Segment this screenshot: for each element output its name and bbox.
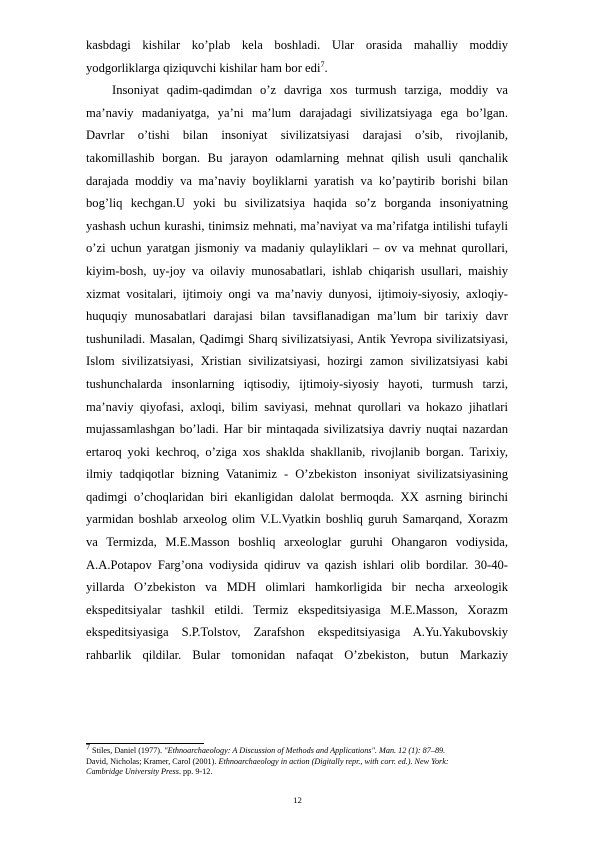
footnote-line [86, 742, 526, 757]
text-line: o’zi uchun yaratgan jismoniy va madaniy qulayliklari – ov va mehnat qurollari, [86, 241, 508, 256]
text-line: rahbarlik qildilar. Bular tomonidan nafaqat O’zbekiston, butun Markaziy [86, 648, 508, 663]
footnote-line [86, 767, 526, 778]
footnote-line [86, 757, 526, 768]
text-line: xizmat vositalari, ijtimoiy ongi va ma’naviy dunyosi, ijtimoiy-siyosiy, axloqiy- [86, 286, 508, 301]
text-line: ekspeditsiyalar tashkil etildi. Termiz ekspeditsiyasiga M.E.Masson, Xorazm [86, 602, 508, 617]
footnote-title: Ethnoarchaeology in action (Digitally repr., with corr. ed.). New York: [218, 756, 449, 766]
text-line: huquqiy munosabatlari darajasi bilan tavsiflanadigan ma’lum bir tarixiy davr [86, 309, 508, 324]
text-line: tushunchalarda insonlarning iqtisodiy, ijtimoiy-siyosiy hayoti, turmush tarzi, [86, 376, 508, 391]
text-line: ilmiy tadqiqotlar bizning Vatanimiz - O’zbekiston insoniyat sivilizatsiyasining [86, 467, 508, 482]
page-number: 12 [293, 795, 302, 805]
footnote-title: Cambridge University Press [86, 767, 179, 777]
footnote-title: "Ethnoarchaeology: A Discussion of Methods and Applications". Man. 12 (1): 87–89. [164, 746, 446, 755]
footnote-number: 7 [86, 742, 90, 752]
text-line: kiyim-bosh, uy-joy va oilaviy munosabatlari, ishlab chiqarish usullari, maishiy [86, 263, 508, 278]
text-line: ma’naviy madaniyatga, ya’ni ma’lum darajadagi sivilizatsiyaga ega bo’lgan. [86, 105, 508, 120]
text-line: Davrlar o’tishi bilan insoniyat sivilizatsiyasi darajasi o’sib, rivojlanib, [86, 128, 508, 143]
text-line: ma’naviy qiyofasi, axloqi, bilim saviyasi, mehnat qurollari va hokazo jihatlari [86, 399, 508, 414]
text-line: darajada moddiy va ma’naviy boyliklarni yaratish va ko’paytirib borishi bilan [86, 173, 508, 188]
footnote-separator [86, 743, 204, 744]
footnote-text: . pp. 9-12. [178, 767, 213, 777]
text-line: kasbdagi kishilar ko’plab kela boshladi. Ular orasida mahalliy moddiy [86, 38, 508, 52]
text-line: takomillashib borgan. Bu jarayon odamlarning mehnat qilish usuli qanchalik [86, 150, 508, 165]
text-line: va Termizda, M.E.Masson boshliq arxeologlar guruhi Ohangaron vodiysida, [86, 535, 508, 550]
footnote-reference: 7 [320, 59, 325, 69]
footnotes [86, 742, 526, 778]
text-line: bog’liq kechgan.U yoki bu sivilizatsiya haqida so’z borganda insoniyatning [86, 196, 508, 211]
text-line: yillarda O’zbekiston va MDH olimlari hamkorligida bir necha arxeologik [86, 580, 508, 595]
footnote-text: Stiles, Daniel (1977). [92, 746, 165, 755]
text-line: ekspeditsiyasiga S.P.Tolstov, Zarafshon ekspeditsiyasiga A.Yu.Yakubovskiy [86, 625, 508, 640]
text-line-suffix: . [324, 60, 328, 75]
text-line: Islom sivilizatsiyasi, Xristian sivilizatsiyasi, hozirgi zamon sivilizatsiyasi kabi [86, 354, 508, 369]
text-line: qadimgi o’choqlaridan biri ekanligidan dalolat bermoqda. XX asrning birinchi [86, 489, 508, 504]
text-line: mujassamlashgan bo’ladi. Har bir mintaqada sivilizatsiya davriy nuqtai nazardan [86, 422, 508, 437]
footnote-text: David, Nicholas; Kramer, Carol (2001). [86, 756, 219, 766]
text-line: A.A.Potapov Farg’ona vodiysida qidiruv va qazish ishlari olib bordilar. 30-40- [86, 557, 508, 572]
text-line: yodgorliklarga qiziquvchi kishilar ham bor edi [86, 60, 321, 75]
text-line: yashash uchun kurashi, tinimsiz mehnati, ma’naviyat va ma’rifatga intilishi tufayli [86, 218, 508, 233]
text-line: yarmidan boshlab arxeolog olim V.L.Vyatkin boshliq guruh Samarqand, Xorazm [86, 512, 508, 527]
paragraph-first-line: Insoniyat qadim-qadimdan o’z davriga xos turmush tarziga, moddiy va [112, 83, 508, 98]
text-line: ertaroq yoki kechroq, o’ziga xos shaklda shakllanib, rivojlanib borgan. Tarixiy, [86, 444, 508, 459]
text-line-with-footnote [86, 57, 508, 80]
text-line: tushuniladi. Masalan, Qadimgi Sharq sivilizatsiyasi, Antik Yevropa sivilizatsiyasi, [86, 331, 508, 346]
body-text [86, 34, 508, 667]
